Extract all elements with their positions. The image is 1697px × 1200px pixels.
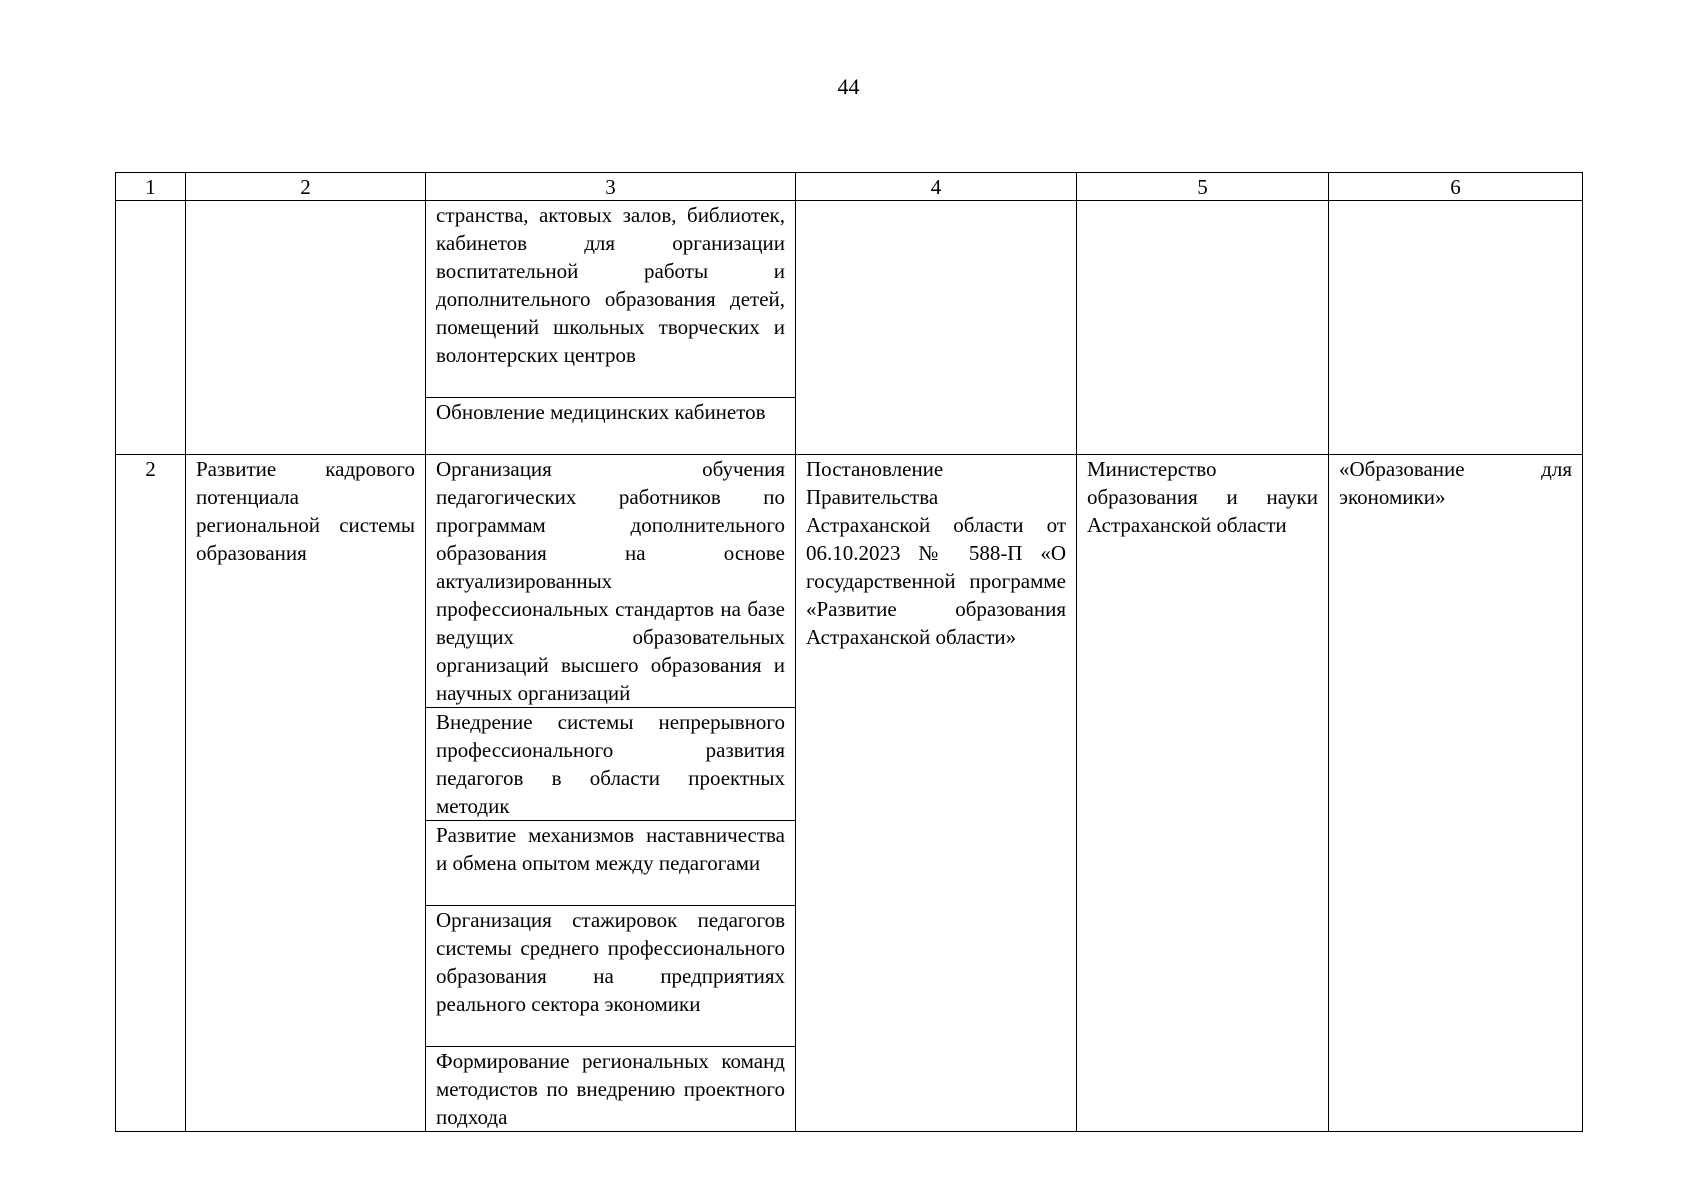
measure-item: Организация обучения педагогических работников по программам дополнительного образования на основе актуализированных профессиональных стандартов на базе ведущих образовательных организаций высшего образования и научных организаций <box>436 457 785 705</box>
measure-item: Организация стажировок педагогов системы среднего профессионального образования на предприятиях реального сектора экономики <box>426 905 795 1046</box>
measure-item: Внедрение системы непрерывного профессионального развития педагогов в области проектных методик <box>426 707 795 820</box>
executor-cell: Министерство образования и науки Астраханской области <box>1077 455 1329 1132</box>
executor-cell <box>1077 201 1329 455</box>
column-header: 4 <box>796 173 1077 201</box>
column-header: 2 <box>186 173 426 201</box>
document-cell: Постановление Правительства Астраханской области от 06.10.2023 № 588-П «О государственной программе «Развитие образования Астраханской области» <box>796 455 1077 1132</box>
measures-cell <box>426 201 796 455</box>
measures-table <box>115 172 1583 1132</box>
column-header: 3 <box>426 173 796 201</box>
page-number: 44 <box>837 74 860 99</box>
column-header: 5 <box>1077 173 1329 201</box>
project-cell <box>1329 201 1583 455</box>
row-number-cell <box>116 201 186 455</box>
measures-cell <box>426 455 796 1132</box>
measure-item: Формирование региональных команд методистов по внедрению проектного подхода <box>426 1046 795 1131</box>
task-cell <box>186 201 426 455</box>
table-header-row <box>116 173 1583 201</box>
row-number-cell: 2 <box>116 455 186 1132</box>
column-header: 1 <box>116 173 186 201</box>
project-cell: «Образование для экономики» <box>1329 455 1583 1132</box>
table-row-continued <box>116 201 1583 455</box>
measure-item: Обновление медицинских кабинетов <box>426 397 795 454</box>
column-header: 6 <box>1329 173 1583 201</box>
table-row <box>116 455 1583 1132</box>
measure-item: странства, актовых залов, библиотек, кабинетов для организации воспитательной работы и дополнительного образования детей, помещений школьных творческих и волонтерских центров <box>436 203 785 367</box>
measure-item: Развитие механизмов наставничества и обмена опытом между педагогами <box>426 820 795 905</box>
task-cell: Развитие кадрового потенциала региональной системы образования <box>186 455 426 1132</box>
document-cell <box>796 201 1077 455</box>
